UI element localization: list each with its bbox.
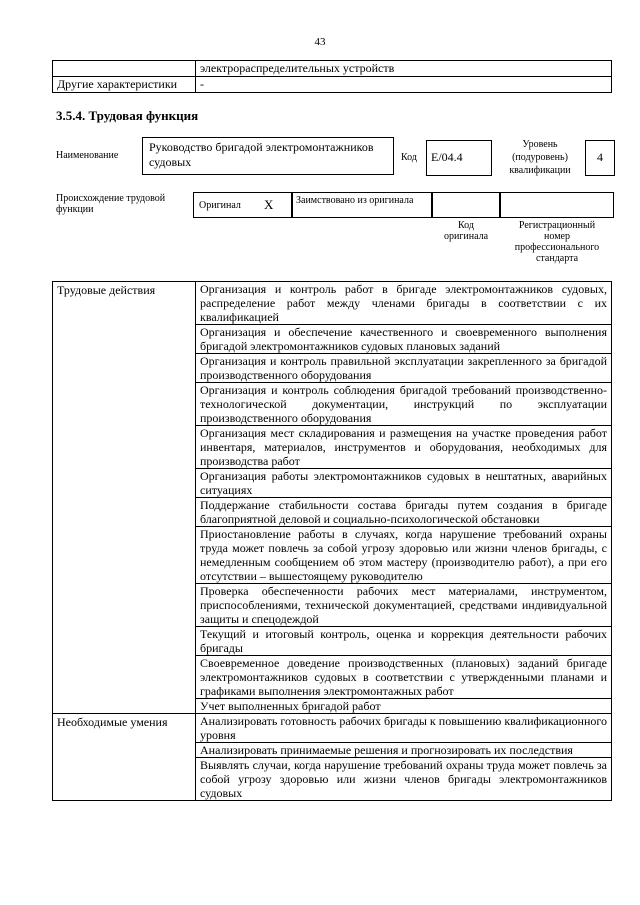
original-label: Оригинал	[199, 200, 241, 211]
labor-action-item: Своевременное доведение производственных (плановых) заданий бригаде электромонтажников судовых в соответствии с утвержденными планами и графиками выполнения электромонтажных работ	[196, 656, 612, 699]
labor-action-item: Приостановление работы в случаях, когда нарушение требований охраны труда может повлечь за собой угрозу здоровью или жизни членов бригады, с немедленным сообщением об этом мастеру (производителю работ), а при его отсутствии – вышестоящему руководителю	[196, 527, 612, 584]
labor-action-item: Учет выполненных бригадой работ	[196, 699, 612, 714]
level-label: Уровень (подуровень) квалификации	[509, 139, 571, 176]
other-characteristics-value: -	[196, 77, 612, 93]
empty-cell	[53, 61, 196, 77]
section-title: 3.5.4. Трудовая функция	[56, 108, 199, 123]
name-value: Руководство бригадой электромонтажников судовых	[149, 140, 374, 169]
labor-actions-label: Трудовые действия	[53, 282, 196, 714]
reg-number-caption: Регистрационный номер профессионального стандарта	[514, 220, 600, 264]
skill-item: Выявлять случаи, когда нарушение требований охраны труда может повлечь за собой угрозу здоровью или жизни членов бригады электромонтажников судовых	[196, 758, 612, 801]
borrowed-label: Заимствовано из оригинала	[296, 195, 414, 206]
reg-number-box	[499, 192, 614, 218]
function-table	[52, 281, 612, 801]
original-box	[193, 192, 293, 218]
labor-action-item: Организация и контроль правильной эксплуатации закрепленного за бригадой производственного оборудования	[196, 354, 612, 383]
code-box	[426, 140, 492, 176]
origin-label: Происхождение трудовой функции	[56, 193, 166, 215]
continuation-table	[52, 60, 612, 93]
level-box	[585, 140, 615, 176]
labor-action-item: Организация мест складирования и размещения на участке проведения работ инвентаря, материалов, инструментов и оборудования, необходимых для производства работ	[196, 426, 612, 469]
labor-action-item: Проверка обеспеченности рабочих мест материалами, инструментом, приспособлениями, технической документацией, средствами индивидуальной защиты и спецодеждой	[196, 584, 612, 627]
labor-action-item: Организация и обеспечение качественного и своевременного выполнения бригадой электромонтажников судовых плановых заданий	[196, 325, 612, 354]
labor-action-item: Поддержание стабильности состава бригады путем создания в бригаде благоприятной деловой и социально-психологической обстановки	[196, 498, 612, 527]
name-label: Наименование	[56, 150, 119, 161]
code-original-caption: Код оригинала	[443, 220, 489, 242]
labor-action-item: Организация работы электромонтажников судовых в нештатных, аварийных ситуациях	[196, 469, 612, 498]
skill-item: Анализировать готовность рабочих бригады к повышению квалификационного уровня	[196, 714, 612, 743]
original-mark: X	[264, 197, 274, 212]
name-box	[142, 137, 394, 175]
borrowed-box	[291, 192, 433, 218]
labor-action-item: Текущий и итоговый контроль, оценка и коррекция деятельности рабочих бригады	[196, 627, 612, 656]
skill-item: Анализировать принимаемые решения и прогнозировать их последствия	[196, 743, 612, 758]
labor-action-item: Организация и контроль соблюдения бригадой требований производственно-технологической документации, инструкций по эксплуатации производственного оборудования	[196, 383, 612, 426]
continuation-value: электрораспределительных устройств	[196, 61, 612, 77]
page-number: 43	[314, 36, 326, 48]
labor-action-item: Организация и контроль работ в бригаде электромонтажников судовых, распределение работ между членами бригады в соответствии с их квалификацией	[196, 282, 612, 325]
code-label: Код	[401, 152, 417, 163]
required-skills-label: Необходимые умения	[53, 714, 196, 801]
level-value: 4	[597, 150, 603, 164]
other-characteristics-label: Другие характеристики	[53, 77, 196, 93]
code-value: E/04.4	[431, 150, 463, 164]
code-original-box	[431, 192, 501, 218]
